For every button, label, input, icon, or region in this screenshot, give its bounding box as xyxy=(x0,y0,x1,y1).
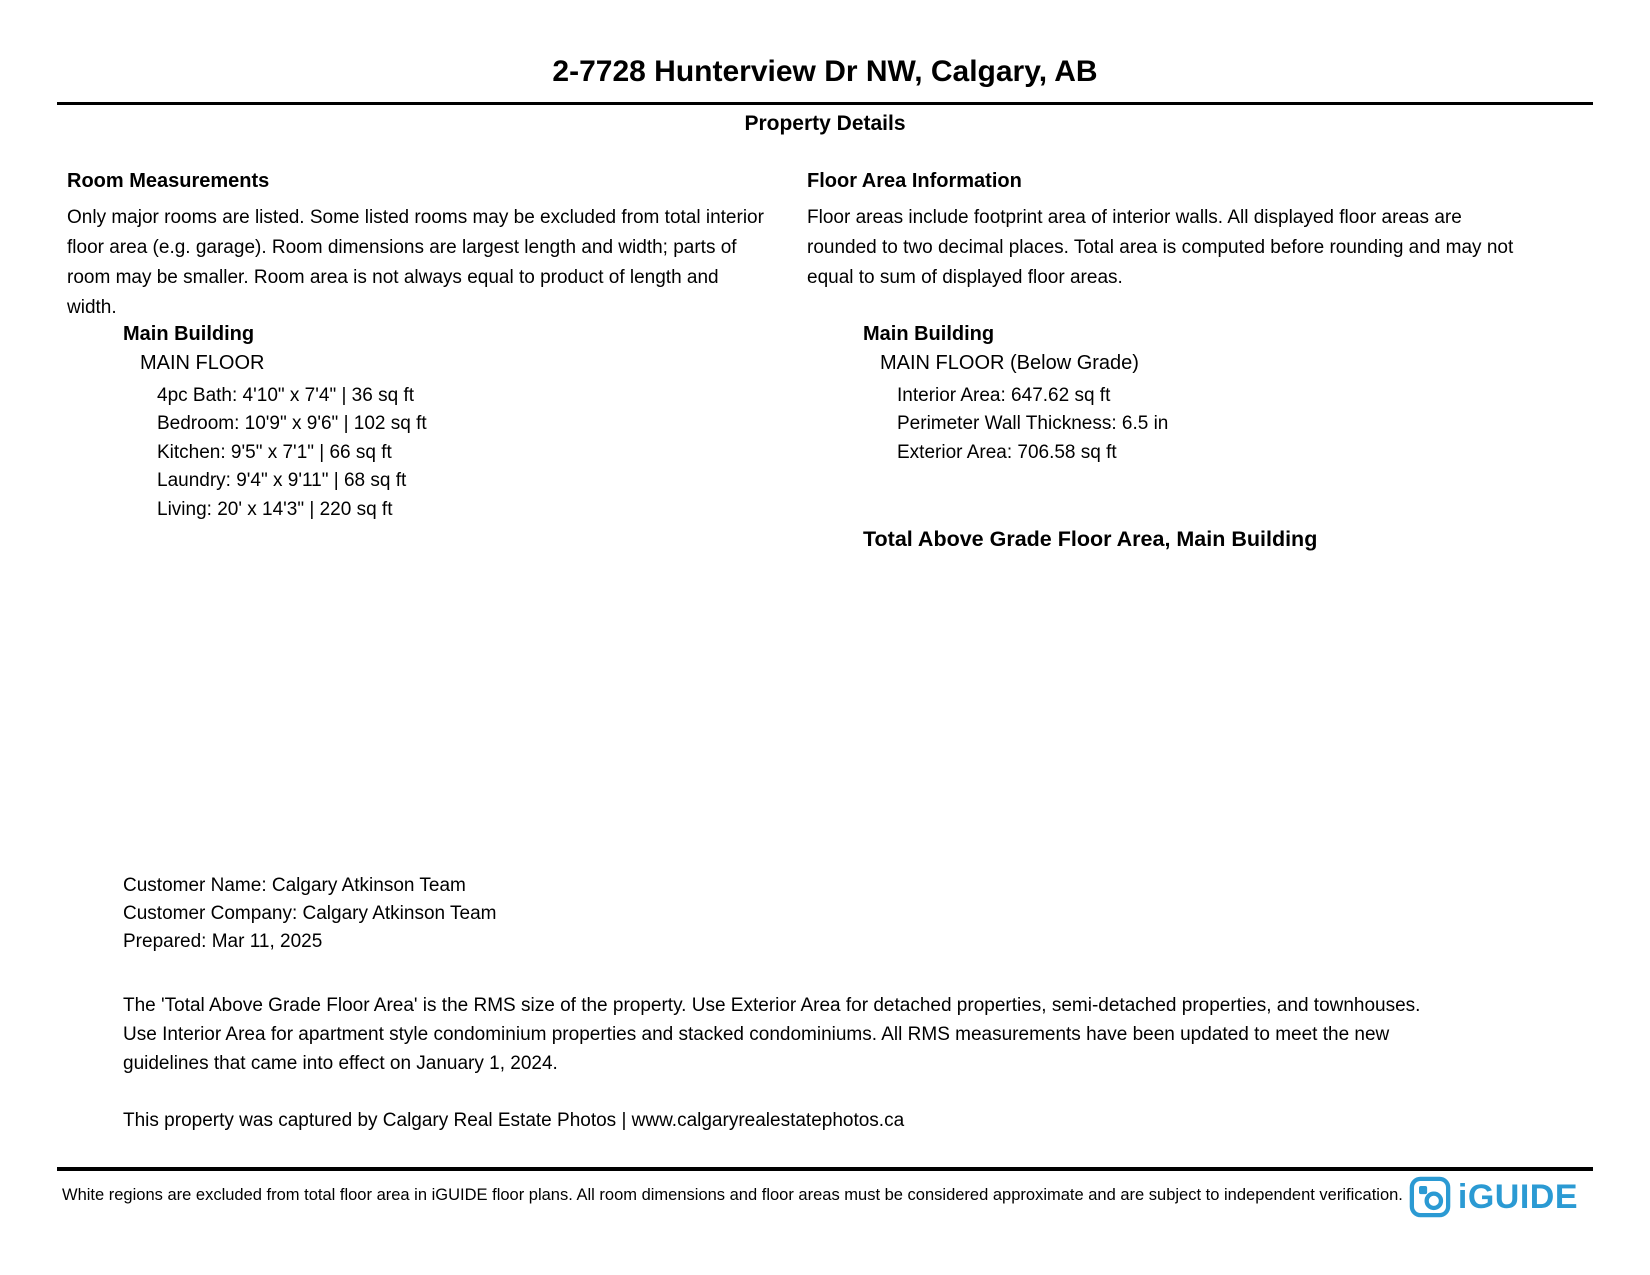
floor-name: MAIN FLOOR xyxy=(140,352,265,374)
header-divider xyxy=(57,102,1593,105)
room-list-item: 4pc Bath: 4'10" x 7'4" | 36 sq ft xyxy=(157,385,415,406)
floor-area-heading: Floor Area Information xyxy=(807,170,1022,192)
building-name: Main Building xyxy=(863,323,995,345)
page-title: 2-7728 Hunterview Dr NW, Calgary, AB xyxy=(552,55,1098,88)
floor-area-list xyxy=(897,382,1168,467)
prepared-date-line: Prepared: Mar 11, 2025 xyxy=(123,931,323,953)
capture-credit-line: This property was captured by Calgary Real Estate Photos | www.calgaryrealestatephotos.ca xyxy=(123,1110,905,1131)
total-above-grade-heading: Total Above Grade Floor Area, Main Building xyxy=(863,527,1318,551)
customer-name-line: Customer Name: Calgary Atkinson Team xyxy=(123,875,466,896)
building-name: Main Building xyxy=(123,323,255,345)
customer-company-line: Customer Company: Calgary Atkinson Team xyxy=(123,903,497,925)
room-measurements-description: Only major rooms are listed. Some listed rooms may be excluded from total interior floor area (e.g. garage). Room dimensions are largest length and width; parts of room may be smaller. Room area is not always equal to product of length and width. xyxy=(67,207,764,318)
room-list-item: Kitchen: 9'5" x 7'1" | 66 sq ft xyxy=(157,441,392,463)
room-list-item: Laundry: 9'4" x 9'11" | 68 sq ft xyxy=(157,470,407,492)
iguide-logo xyxy=(1409,1176,1578,1218)
floor-area-list-item: Interior Area: 647.62 sq ft xyxy=(897,385,1111,406)
room-list-item: Bedroom: 10'9" x 9'6" | 102 sq ft xyxy=(157,413,427,435)
room-measurements-heading: Room Measurements xyxy=(67,170,270,192)
footer-divider xyxy=(57,1167,1593,1171)
iguide-camera-icon xyxy=(1409,1176,1451,1218)
rms-note: The 'Total Above Grade Floor Area' is the RMS size of the property. Use Exterior Area for detached properties, semi-detached properties, and townhouses. Use Interior Area for apartment style condominium properties and stacked condominiums. All RMS measurements have been updated to meet the new guidelines that came into effect on January 1, 2024. xyxy=(123,995,1421,1074)
room-measurements-building-block xyxy=(123,320,427,524)
footer-disclaimer: White regions are excluded from total floor area in iGUIDE floor plans. All room dimensions and floor areas must be considered approximate and are subject to independent verification. xyxy=(62,1186,1403,1204)
room-list-item: Living: 20' x 14'3" | 220 sq ft xyxy=(157,498,393,520)
floor-area-description: Floor areas include footprint area of interior walls. All displayed floor areas are rounded to two decimal places. Total area is computed before rounding and may not equal to sum of displayed floor areas. xyxy=(807,207,1514,288)
customer-info-block xyxy=(123,872,496,957)
page-subtitle: Property Details xyxy=(744,112,906,135)
floor-area-section xyxy=(807,170,1522,293)
room-measurements-section xyxy=(67,170,767,323)
floor-name: MAIN FLOOR (Below Grade) xyxy=(880,352,1139,374)
floor-area-building-block xyxy=(863,320,1168,467)
floor-area-list-item: Exterior Area: 706.58 sq ft xyxy=(897,441,1117,463)
iguide-logo-text: iGUIDE xyxy=(1457,1177,1578,1216)
floor-area-list-item: Perimeter Wall Thickness: 6.5 in xyxy=(897,413,1169,435)
room-list xyxy=(157,382,427,524)
